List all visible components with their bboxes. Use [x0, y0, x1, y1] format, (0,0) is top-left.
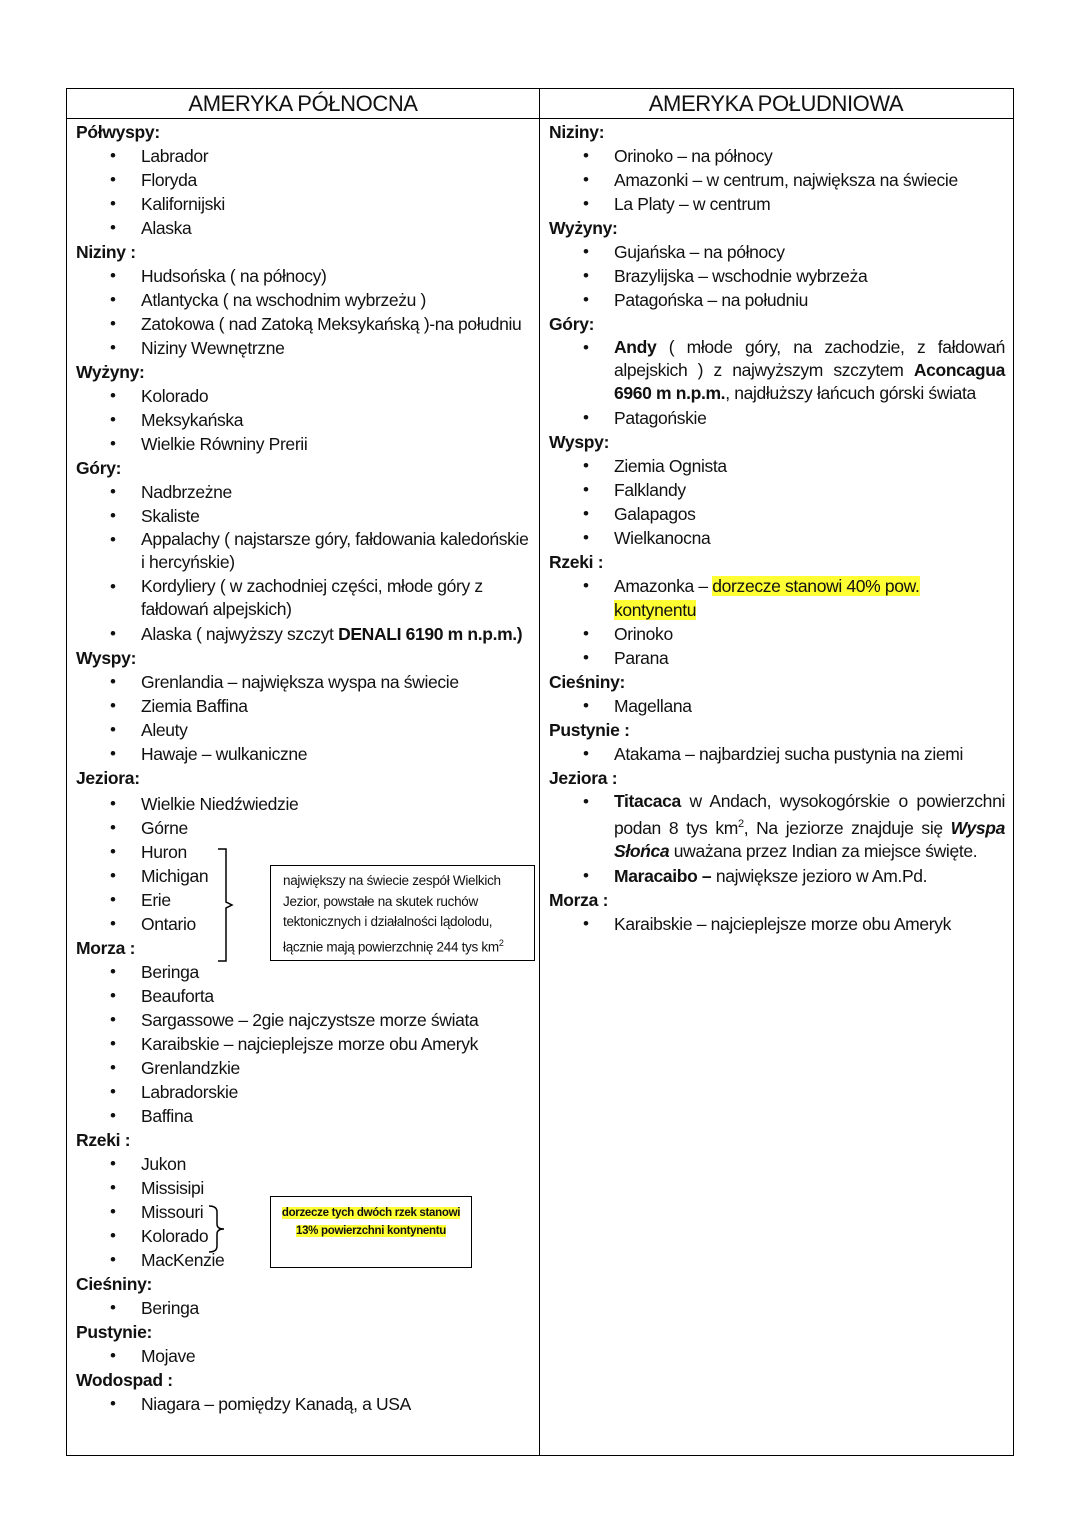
aconcagua-peak: Aconcagua 6960 m n.p.m. [614, 360, 1005, 403]
list-item: • Skaliste [76, 504, 531, 528]
mountains-list [76, 480, 531, 646]
uplands-list [76, 384, 531, 456]
maracaibo-text: największe jezioro w Am.Pd. [711, 865, 928, 886]
section-straits: Cieśniny: [549, 672, 626, 692]
deserts-list [76, 1344, 531, 1368]
rivers-note [270, 1196, 472, 1268]
list-item: • Missouri [76, 1200, 531, 1224]
list-item: • Erie [76, 888, 531, 912]
list-item: • Zatokowa ( nad Zatoką Meksykańską )-na południu [76, 312, 531, 336]
list-item: • Niziny Wewnętrzne [76, 336, 531, 360]
section-uplands: Wyżyny: [549, 218, 618, 238]
uplands-list [549, 240, 1005, 312]
maracaibo-name: Maracaibo – [614, 865, 712, 886]
section-mountains: Góry: [76, 458, 122, 478]
list-item: • Beringa [76, 960, 531, 984]
south-america-column [549, 120, 1005, 936]
titicaca-text3: uważana przez Indian za miejsce święte. [669, 840, 978, 861]
titicaca-sup: 2 [737, 818, 744, 830]
list-item: • Kalifornijski [76, 192, 531, 216]
list-item: • Sargassowe – 2gie najczystsze morze świata [76, 1008, 531, 1032]
list-item: • Karaibskie – najcieplejsze morze obu Ameryk [76, 1032, 531, 1056]
list-item: • Beauforta [76, 984, 531, 1008]
section-seas: Morza : [549, 889, 609, 910]
list-item: • Kolorado [76, 384, 531, 408]
list-item: • Appalachy ( najstarsze góry, fałdowania kaledońskie i hercyńskie) [76, 528, 531, 574]
titicaca-text: w Andach, wysokogórskie o powierzchni podan 8 tys km [614, 791, 1005, 838]
seas-list [549, 912, 1005, 936]
list-item-alaska [76, 622, 531, 646]
list-item: • Orinoko – na północy [549, 144, 1005, 168]
list-item: • Atlantycka ( na wschodnim wybrzeżu ) [76, 288, 531, 312]
geography-table [66, 88, 1014, 1456]
lowlands-list [76, 264, 531, 360]
andes-tail: , najdłuższy łańcuch górski świata [725, 383, 976, 403]
list-item: • Wielkie Niedźwiedzie [76, 792, 531, 816]
list-item-andes [549, 336, 1005, 405]
list-item: • Ontario [76, 912, 531, 936]
list-item: • Atakama – najbardziej sucha pustynia na ziemi [549, 742, 1005, 766]
list-item: • Magellana [549, 694, 1005, 718]
list-item-titicaca [549, 790, 1005, 863]
rivers-note-text: dorzecze tych dwóch rzek stanowi 13% powierzchni kontynentu [281, 1207, 461, 1237]
list-item-maracaibo [549, 864, 1005, 888]
rivers-list [549, 574, 1005, 670]
amazon-highlight: dorzecze stanowi 40% pow. kontynentu [614, 576, 920, 620]
list-item-amazon [549, 574, 1005, 622]
list-item: • Gujańska – na północy [549, 240, 1005, 264]
island-of-the-sun: Wyspa Słońca [614, 817, 1005, 861]
list-item: • Huron [76, 840, 531, 864]
list-item: • Meksykańska [76, 408, 531, 432]
deserts-list [549, 742, 1005, 766]
list-item: • Galapagos [549, 502, 1005, 526]
list-item: • La Platy – w centrum [549, 192, 1005, 216]
islands-list [549, 454, 1005, 550]
list-item: • Hawaje – wulkaniczne [76, 742, 531, 766]
list-item: • Parana [549, 646, 1005, 670]
amazon-text: Amazonka – [614, 576, 713, 596]
list-item: • Kordyliery ( w zachodniej części, młode góry z fałdowań alpejskich) [76, 575, 531, 621]
list-item: • Baffina [76, 1104, 531, 1128]
section-rivers: Rzeki : [549, 552, 604, 572]
lakes-brace-icon [216, 847, 240, 963]
list-item: • Wielkanocna [549, 526, 1005, 550]
list-item: • Grenlandzkie [76, 1056, 531, 1080]
titicaca-text2: , Na jeziorze znajduje się [743, 817, 951, 838]
andes-text: ( młode góry, na zachodzie, z fałdowań alpejskich ) z najwyższym szczytem [614, 337, 1005, 380]
list-item: • Ziemia Ognista [549, 454, 1005, 478]
list-item: • Labradorskie [76, 1080, 531, 1104]
list-item: • Falklandy [549, 478, 1005, 502]
header-divider [67, 118, 1013, 119]
list-item: • Ziemia Baffina [76, 694, 531, 718]
great-lakes-note [270, 865, 535, 961]
section-mountains: Góry: [549, 314, 595, 334]
section-lakes: Jeziora: [76, 768, 140, 788]
section-deserts: Pustynie : [549, 720, 630, 740]
section-peninsulas: Półwyspy: [76, 122, 160, 142]
list-item: • Grenlandia – największa wyspa na świecie [76, 670, 531, 694]
list-item: • Karaibskie – najcieplejsze morze obu Ameryk [549, 912, 1005, 936]
list-item: • Jukon [76, 1152, 531, 1176]
column-divider [539, 89, 540, 1455]
list-item: • Patagońska – na południu [549, 288, 1005, 312]
section-islands: Wyspy: [76, 648, 137, 668]
andes-name: Andy [614, 337, 657, 357]
section-lowlands: Niziny : [76, 242, 136, 262]
section-lowlands: Niziny: [549, 122, 605, 142]
straits-list [549, 694, 1005, 718]
section-islands: Wyspy: [549, 432, 610, 452]
section-seas: Morza : [76, 938, 136, 958]
list-item: • Labrador [76, 144, 531, 168]
lakes-list [549, 790, 1005, 888]
list-item: • Amazonki – w centrum, największa na świecie [549, 168, 1005, 192]
section-waterfall: Wodospad : [76, 1370, 173, 1390]
waterfall-list [76, 1392, 531, 1416]
peninsulas-list [76, 144, 531, 240]
list-item: • Missisipi [76, 1176, 531, 1200]
list-item: • Floryda [76, 168, 531, 192]
rivers-brace-icon [207, 1204, 233, 1254]
titicaca-name: Titacaca [614, 791, 681, 811]
section-rivers: Rzeki : [76, 1130, 131, 1150]
list-item: • Niagara – pomiędzy Kanadą, a USA [76, 1392, 531, 1416]
list-item: • Górne [76, 816, 531, 840]
section-deserts: Pustynie: [76, 1322, 153, 1342]
list-item: • Brazylijska – wschodnie wybrzeża [549, 264, 1005, 288]
north-america-column [76, 120, 531, 1416]
section-straits: Cieśniny: [76, 1274, 153, 1294]
list-item: • Wielkie Równiny Prerii [76, 432, 531, 456]
list-item: • MacKenzie [76, 1248, 531, 1272]
straits-list [76, 1296, 531, 1320]
list-item: • Orinoko [549, 622, 1005, 646]
list-item: • Hudsońska ( na północy) [76, 264, 531, 288]
list-item: • Beringa [76, 1296, 531, 1320]
list-item: • Nadbrzeżne [76, 480, 531, 504]
great-lakes-note-sup: 2 [498, 937, 504, 948]
list-item: • Kolorado [76, 1224, 531, 1248]
list-item: • Mojave [76, 1344, 531, 1368]
great-lakes-note-text: największy na świecie zespół Wielkich Jezior, powstałe na skutek ruchów tektonicznych i działalności lądolodu, łącznie mają powierzchnię 244 tys km [283, 873, 501, 954]
south-america-title: AMERYKA POŁUDNIOWA [648, 91, 904, 116]
islands-list [76, 670, 531, 766]
section-uplands: Wyżyny: [76, 362, 145, 382]
list-item: • Patagońskie [549, 406, 1005, 430]
lowlands-list [549, 144, 1005, 216]
list-item: • Aleuty [76, 718, 531, 742]
denali-peak: DENALI 6190 m n.p.m.) [338, 624, 523, 644]
seas-list [76, 960, 531, 1128]
list-item: • Michigan [76, 864, 531, 888]
section-lakes: Jeziora : [549, 768, 618, 788]
alaska-text: Alaska ( najwyższy szczyt [141, 624, 339, 644]
list-item: • Alaska [76, 216, 531, 240]
north-america-title: AMERYKA PÓŁNOCNA [188, 91, 418, 116]
mountains-list [549, 336, 1005, 430]
